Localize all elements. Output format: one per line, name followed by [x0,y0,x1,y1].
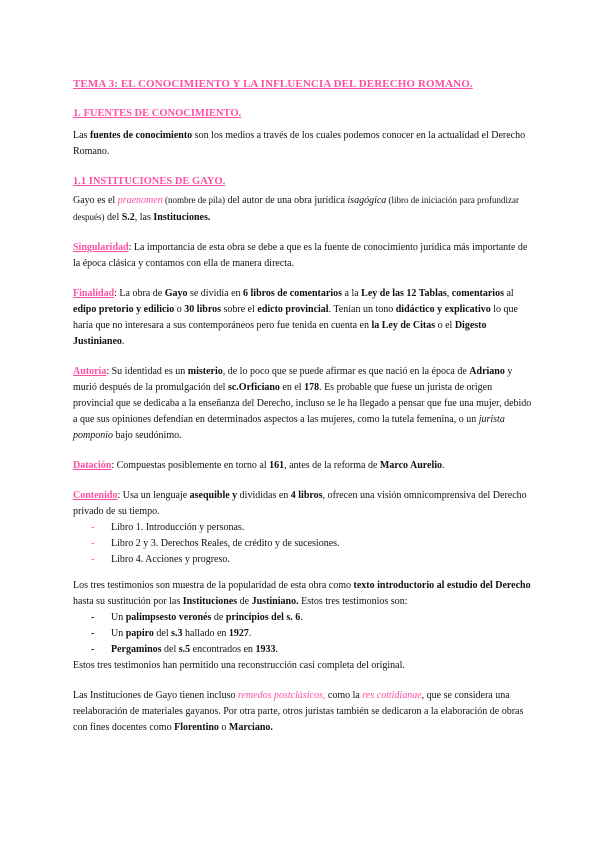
list-item: - Pergaminos del s.5 encontrados en 1933. [73,642,533,658]
list-item: - Un papiro del s.3 hallado en 1927. [73,626,533,642]
paragraph-contenido: Contenido: Usa un lenguaje asequible y divididas en 4 libros, ofrecen una visión omnicomprensiva del Derecho privado de su tiempo. [73,490,527,517]
label-datacion: Datación [73,460,112,471]
paragraph-singularidad: Singularidad: La importancia de esta obra se debe a que es la fuente de conocimiento jurídica más importante de la época clásica y contamos con ella de manera directa. [73,242,528,269]
paragraph-finalidad: Finalidad: La obra de Gayo se dividía en 6 libros de comentarios a la Ley de las 12 Tablas, comentarios al edipo pretorio y edilicio o 30 libros sobre el edicto provincial. Tenían un tono didáctico y explicativo lo que haría que no interesara a sus contemporáneos pero fue tenida en cuenta en la Ley de Citas o el Digesto Justinianeo. [73,288,518,347]
label-finalidad: Finalidad [73,288,115,299]
paragraph-final: Las Instituciones de Gayo tienen incluso remedos postclásicos, como la res cottidianae, que se considera una reelaboración de materiales gayanos. Por otra parte, otros juristas también se dedicaron a la elaboración de obras con fines docentes como Florentino o Marciano. [73,690,524,733]
paragraph-testimonios: Los tres testimonios son muestra de la popularidad de esta obra como texto introductorio al estudio del Derecho hasta su sustitución por las Instituciones de Justiniano. Estos tres testimonios son: [73,580,531,607]
section-heading-instituciones: 1.1 INSTITUCIONES DE GAYO. [73,176,226,187]
list-item: - Libro 4. Acciones y progreso. [73,552,533,568]
contenido-list [73,520,533,568]
paragraph-autoria: Autoría: Su identidad es un misterio, de lo poco que se puede afirmar es que nació en la época de Adriano y murió después de la promulgación del sc.Orficiano en el 178. Es probable que fuese un jurista de origen provincial que se dedicaba a la enseñanza del Derecho, incluso se le ha llegado a pensar que fue una mujer, debido a que sus opiniones defendían en determinados aspectos a las mujeres, como la tutela femenina, o un jurista pomponio bajo seudónimo. [73,366,532,441]
document-page [73,76,533,736]
paragraph-fuentes: Las fuentes de conocimiento son los medios a través de los cuales podemos conocer en la actualidad el Derecho Romano. [73,130,526,157]
list-item: - Un palimpsesto veronés de principios del s. 6. [73,610,533,626]
list-item: - Libro 2 y 3. Derechos Reales, de crédito y de sucesiones. [73,536,533,552]
testimonios-list [73,610,533,658]
paragraph-testimonios-closing: Estos tres testimonios han permitido una reconstrucción casi completa del original. [73,660,405,671]
section-heading-fuentes: 1. FUENTES DE CONOCIMIENTO. [73,108,242,119]
document-title: TEMA 3: EL CONOCIMIENTO Y LA INFLUENCIA DEL DERECHO ROMANO. [73,78,473,90]
paragraph-intro-gayo: Gayo es el praenomen (nombre de pila) del autor de una obra jurídica isagógica (libro de iniciación para profundizar después) del S.2, las Instituciones. [73,195,519,223]
label-autoria: Autoría [73,366,107,377]
paragraph-datacion: Datación: Compuestas posiblemente en torno al 161, antes de la reforma de Marco Aurelio. [73,460,445,471]
list-item: - Libro 1. Introducción y personas. [73,520,533,536]
label-contenido: Contenido [73,490,118,501]
label-singularidad: Singularidad [73,242,129,253]
